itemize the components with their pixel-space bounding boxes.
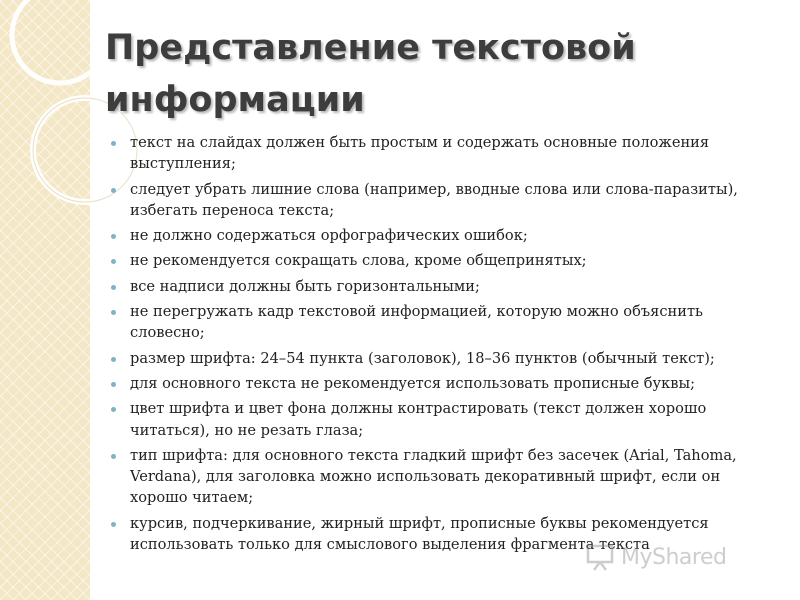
bullet-text: цвет шрифта и цвет фона должны контрастировать (текст должен хорошо читаться), но не резать глаза; — [130, 400, 707, 439]
bullet-item — [108, 348, 780, 369]
bullet-item — [108, 301, 780, 344]
bullet-dot-icon — [111, 522, 116, 527]
bullet-dot-icon — [111, 454, 116, 459]
bullet-text: тип шрифта: для основного текста гладкий шрифт без засечек (Arial, Tahoma, Verdana), для заголовка можно использовать декоративный шрифт, если он хорошо читаем; — [130, 446, 737, 507]
bullet-text: не перегружать кадр текстовой информацией, которую можно объяснить словесно; — [130, 303, 703, 342]
bullet-dot-icon — [111, 407, 116, 412]
bullet-dot-icon — [111, 357, 116, 362]
bullet-text: не рекомендуется сокращать слова, кроме общепринятых; — [130, 252, 587, 270]
bullet-item — [108, 225, 780, 246]
bullet-item — [108, 250, 780, 271]
bullet-item — [108, 373, 780, 394]
bullet-dot-icon — [111, 188, 116, 193]
bullet-item — [108, 398, 780, 441]
bullet-item — [108, 179, 780, 222]
bullet-item — [108, 132, 780, 175]
bullet-list — [108, 132, 780, 559]
bullet-text: не должно содержаться орфографических ошибок; — [130, 227, 528, 245]
bullet-dot-icon — [111, 382, 116, 387]
bullet-dot-icon — [111, 259, 116, 264]
watermark — [585, 540, 726, 574]
bullet-dot-icon — [111, 285, 116, 290]
presentation-board-icon — [585, 542, 615, 572]
watermark-text: MyShared — [621, 544, 727, 570]
bullet-text: курсив, подчеркивание, жирный шрифт, прописные буквы рекомендуется использовать только для смыслового выделения фрагмента текста — [130, 514, 709, 554]
bullet-item — [108, 276, 780, 297]
bullet-dot-icon — [111, 234, 116, 239]
bullet-text: следует убрать лишние слова (например, вводные слова или слова-паразиты), избегать переноса текста; — [130, 180, 738, 219]
bullet-item — [108, 445, 780, 509]
bullet-text: все надписи должны быть горизонтальными; — [130, 277, 480, 295]
bullet-dot-icon — [111, 141, 116, 146]
bullet-text: для основного текста не рекомендуется использовать прописные буквы; — [130, 374, 695, 392]
slide-title: Представление текстовой информации — [105, 28, 636, 120]
bullet-text: размер шрифта: 24–54 пункта (заголовок), 18–36 пунктов (обычный текст); — [130, 349, 715, 367]
bullet-dot-icon — [111, 310, 116, 315]
bullet-text: текст на слайдах должен быть простым и содержать основные положения выступления; — [130, 134, 710, 173]
